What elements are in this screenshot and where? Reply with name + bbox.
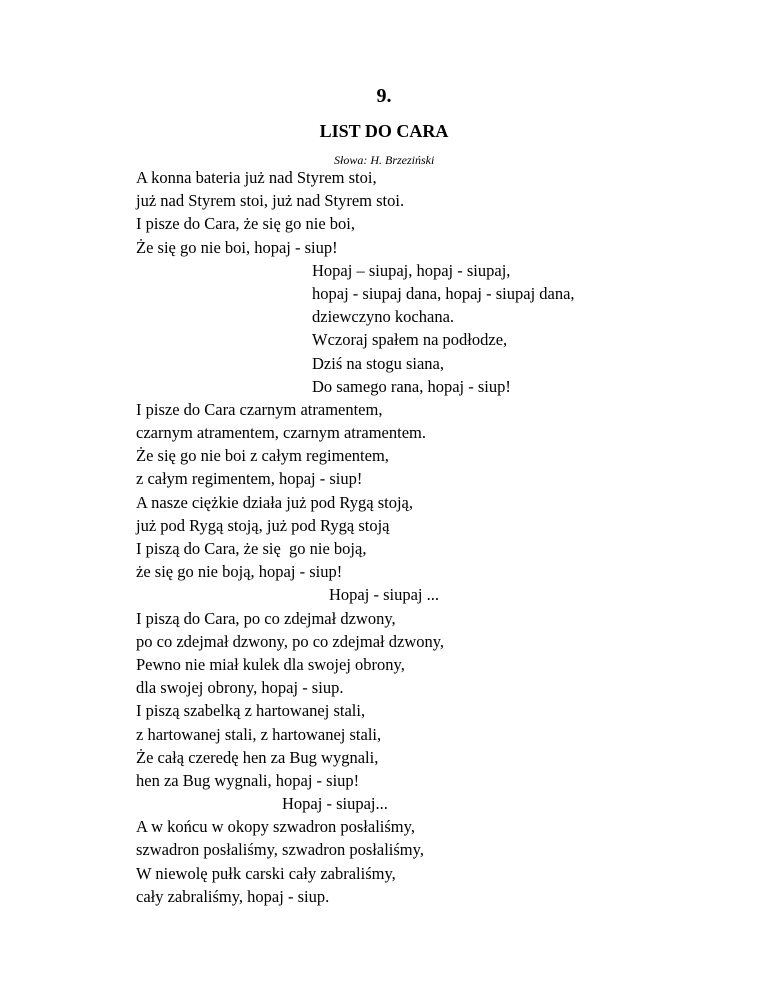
refrain-line: Hopaj – siupaj, hopaj - siupaj,: [312, 260, 511, 280]
lyric-line: po co zdejmał dzwony, po co zdejmał dzwony,: [136, 631, 445, 651]
lyric-line: z całym regimentem, hopaj - siup!: [136, 469, 363, 489]
lyric-line: hen za Bug wygnali, hopaj - siup!: [136, 770, 360, 790]
refrain-line: Do samego rana, hopaj - siup!: [312, 376, 511, 396]
lyric-line: z hartowanej stali, z hartowanej stali,: [136, 724, 382, 744]
lyric-line: Że się go nie boi, hopaj - siup!: [136, 237, 338, 257]
lyrics-body: [136, 166, 736, 908]
lyric-line: A konna bateria już nad Styrem stoi,: [136, 168, 377, 187]
refrain-line: Hopaj - siupaj ...: [329, 585, 439, 605]
lyrics-credit: Słowa: H. Brzeziński: [334, 153, 435, 167]
lyric-line: A w końcu w okopy szwadron posłaliśmy,: [136, 817, 415, 837]
lyric-line: I piszą szabelką z hartowanej stali,: [136, 701, 366, 721]
lyric-line: czarnym atramentem, czarnym atramentem.: [136, 423, 426, 443]
lyric-line: już nad Styrem stoi, już nad Styrem stoi.: [136, 191, 405, 211]
lyric-line: Pewno nie miał kulek dla swojej obrony,: [136, 654, 405, 674]
lyric-line: dla swojej obrony, hopaj - siup.: [136, 678, 344, 698]
lyric-line: I pisze do Cara, że się go nie boi,: [136, 214, 356, 234]
lyric-line: I piszą do Cara, po co zdejmał dzwony,: [136, 608, 396, 628]
lyric-line: cały zabraliśmy, hopaj - siup.: [136, 886, 330, 906]
refrain-line: Wczoraj spałem na podłodze,: [312, 330, 508, 350]
lyric-line: A nasze ciężkie działa już pod Rygą stoją,: [136, 492, 413, 512]
lyric-line: W niewolę pułk carski cały zabraliśmy,: [136, 863, 396, 883]
refrain-line: dziewczyno kochana.: [312, 307, 455, 327]
refrain-line: Dziś na stogu siana,: [312, 353, 444, 373]
lyric-line: już pod Rygą stoją, już pod Rygą stoją: [136, 515, 390, 535]
refrain-line: Hopaj - siupaj...: [282, 794, 388, 814]
song-number: 9.: [376, 85, 392, 107]
song-title: LIST DO CARA: [319, 121, 449, 141]
lyric-line: że się go nie boją, hopaj - siup!: [136, 562, 343, 582]
refrain-line: hopaj - siupaj dana, hopaj - siupaj dana,: [312, 283, 575, 303]
lyric-line: Że całą czeredę hen za Bug wygnali,: [136, 747, 379, 767]
lyric-line: Że się go nie boi z całym regimentem,: [136, 446, 389, 466]
lyric-line: I piszą do Cara, że się go nie boją,: [136, 539, 367, 558]
lyric-line: I pisze do Cara czarnym atramentem,: [136, 399, 383, 419]
lyric-line: szwadron posłaliśmy, szwadron posłaliśmy,: [136, 840, 424, 860]
